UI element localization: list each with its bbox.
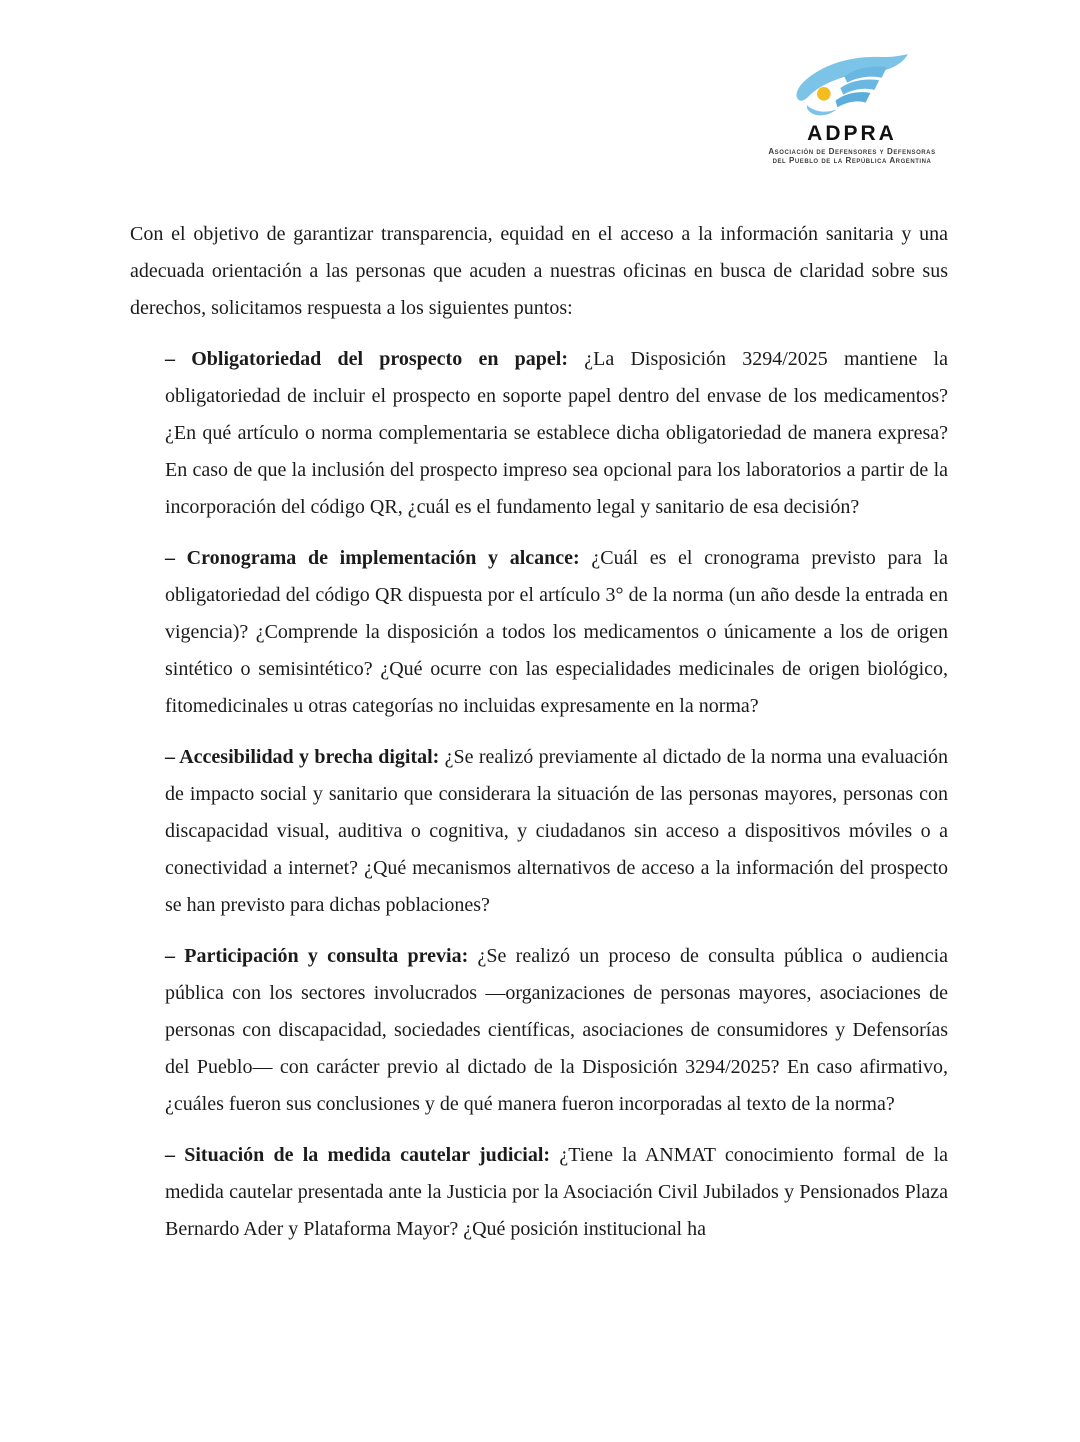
item-body: ¿Cuál es el cronograma previsto para la obligatoriedad del código QR dispuesta por el artículo 3° de la norma (un año desde la entrada en vigencia)? ¿Comprende la disposición a todos los medicamentos o únicamente a los de origen sintético o semisintético? ¿Qué ocurre con las especialidades medicinales de origen biológico, fitomedicinales u otras categorías no incluidas expresamente en la norma? [165,547,948,717]
question-item-medida-cautelar [130,1137,948,1248]
intro-paragraph: Con el objetivo de garantizar transparencia, equidad en el acceso a la información sanitaria y una adecuada orientación a las personas que acuden a nuestras oficinas en busca de claridad sobre sus derechos, solicitamos respuesta a los siguientes puntos: [130,223,948,319]
letter-body [130,216,948,1262]
item-body: ¿La Disposición 3294/2025 mantiene la obligatoriedad de incluir el prospecto en soporte papel dentro del envase de los medicamentos? ¿En qué artículo o norma complementaria se establece dicha obligatoriedad de manera expresa? En caso de que la inclusión del prospecto impreso sea opcional para los laboratorios a partir de la incorporación del código QR, ¿cuál es el fundamento legal y sanitario de esa decisión? [165,348,948,518]
item-heading: – Cronograma de implementación y alcance: [165,547,580,569]
question-item-cronograma [130,540,948,725]
item-body: ¿Tiene la ANMAT conocimiento formal de la medida cautelar presentada ante la Justicia por la Asociación Civil Jubilados y Pensionados Plaza Bernardo Ader y Plataforma Mayor? ¿Qué posición institucional ha [165,1144,949,1240]
item-heading: – Participación y consulta previa: [165,945,469,967]
adpra-wing-eye-icon [793,54,911,122]
logo-caption-line1: Asociación de Defensores y Defensoras [768,147,936,157]
item-heading: – Obligatoriedad del prospecto en papel: [165,348,569,370]
item-body: ¿Se realizó previamente al dictado de la norma una evaluación de impacto social y sanitario que considerara la situación de las personas mayores, personas con discapacidad visual, auditiva o cognitiva, y ciudadanos sin acceso a dispositivos móviles o a conectividad a internet? ¿Qué mecanismos alternativos de acceso a la información del prospecto se han previsto para dichas poblaciones? [165,746,949,916]
question-item-participacion [130,938,948,1123]
item-heading: – Accesibilidad y brecha digital: [165,746,440,768]
logo-acronym: ADPRA [807,122,897,145]
logo-caption [758,148,946,166]
question-item-accesibilidad [130,739,948,924]
adpra-logo [758,54,946,166]
question-item-prospecto-papel [130,341,948,526]
item-body: ¿Se realizó un proceso de consulta pública o audiencia pública con los sectores involucrados —organizaciones de personas mayores, asociaciones de personas con discapacidad, sociedades científicas, asociaciones de consumidores y Defensorías del Pueblo— con carácter previo al dictado de la Disposición 3294/2025? En caso afirmativo, ¿cuáles fueron sus conclusiones y de qué manera fueron incorporadas al texto de la norma? [165,945,949,1115]
item-heading: – Situación de la medida cautelar judicial: [165,1144,551,1166]
logo-caption-line2: del Pueblo de la República Argentina [772,156,932,165]
